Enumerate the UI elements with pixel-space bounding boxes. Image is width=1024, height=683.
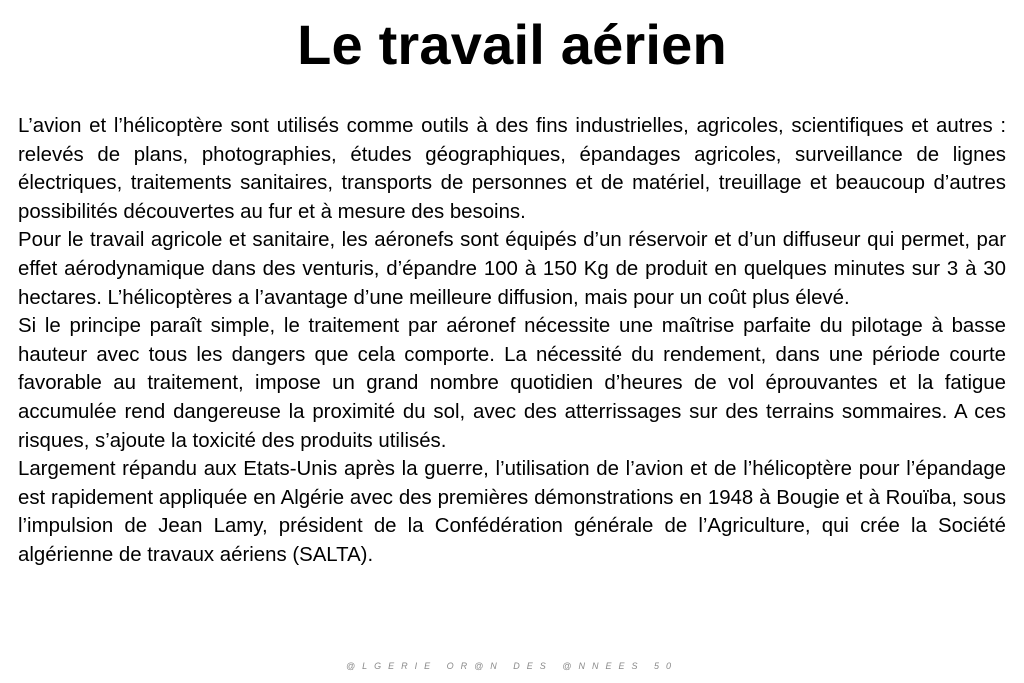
footer-watermark: @LGERIE OR@N DES @NNEES 50 [346, 661, 678, 671]
paragraph-risks: Si le principe paraît simple, le traitement par aéronef nécessite une maîtrise parfaite du pilotage à basse hauteur avec tous les dangers que cela comporte. La nécessité du rendement, dans une période courte favorable au traitement, impose un grand nombre quotidien d’heures de vol éprouvantes et la fatigue accumulée rend dangereuse la proximité du sol, avec des atterrissages sur des terrains sommaires. A ces risques, s’ajoute la toxicité des produits utilisés. [18, 315, 1006, 452]
page-title: Le travail aérien [297, 13, 727, 76]
article-body [18, 112, 1006, 570]
paragraph-agricultural-work: Pour le travail agricole et sanitaire, les aéronefs sont équipés d’un réservoir et d’un diffuseur qui permet, par effet aérodynamique dans des venturis, d’épandre 100 à 150 Kg de produit en quelques minutes sur 3 à 30 hectares. L’hélicoptères a l’avantage d’une meilleure diffusion, mais pour un coût plus élevé. [18, 229, 1006, 309]
paragraph-algeria-history: Largement répandu aux Etats-Unis après la guerre, l’utilisation de l’avion et de l’hélicoptère pour l’épandage est rapidement appliquée en Algérie avec des premières démonstrations en 1948 à Bougie et à Rouïba, sous l’impulsion de Jean Lamy, président de la Confédération générale de l’Agriculture, qui crée la Société algérienne de travaux aériens (SALTA). [18, 458, 1006, 566]
paragraph-aerial-uses: L’avion et l’hélicoptère sont utilisés comme outils à des fins industrielles, agricoles, scientifiques et autres : relevés de plans, photographies, études géographiques, épandages agricoles, surveillance de lignes électriques, traitements sanitaires, transports de personnes et de matériel, treuillage et beaucoup d’autres possibilités découvertes au fur et à mesure des besoins. [18, 115, 1006, 223]
